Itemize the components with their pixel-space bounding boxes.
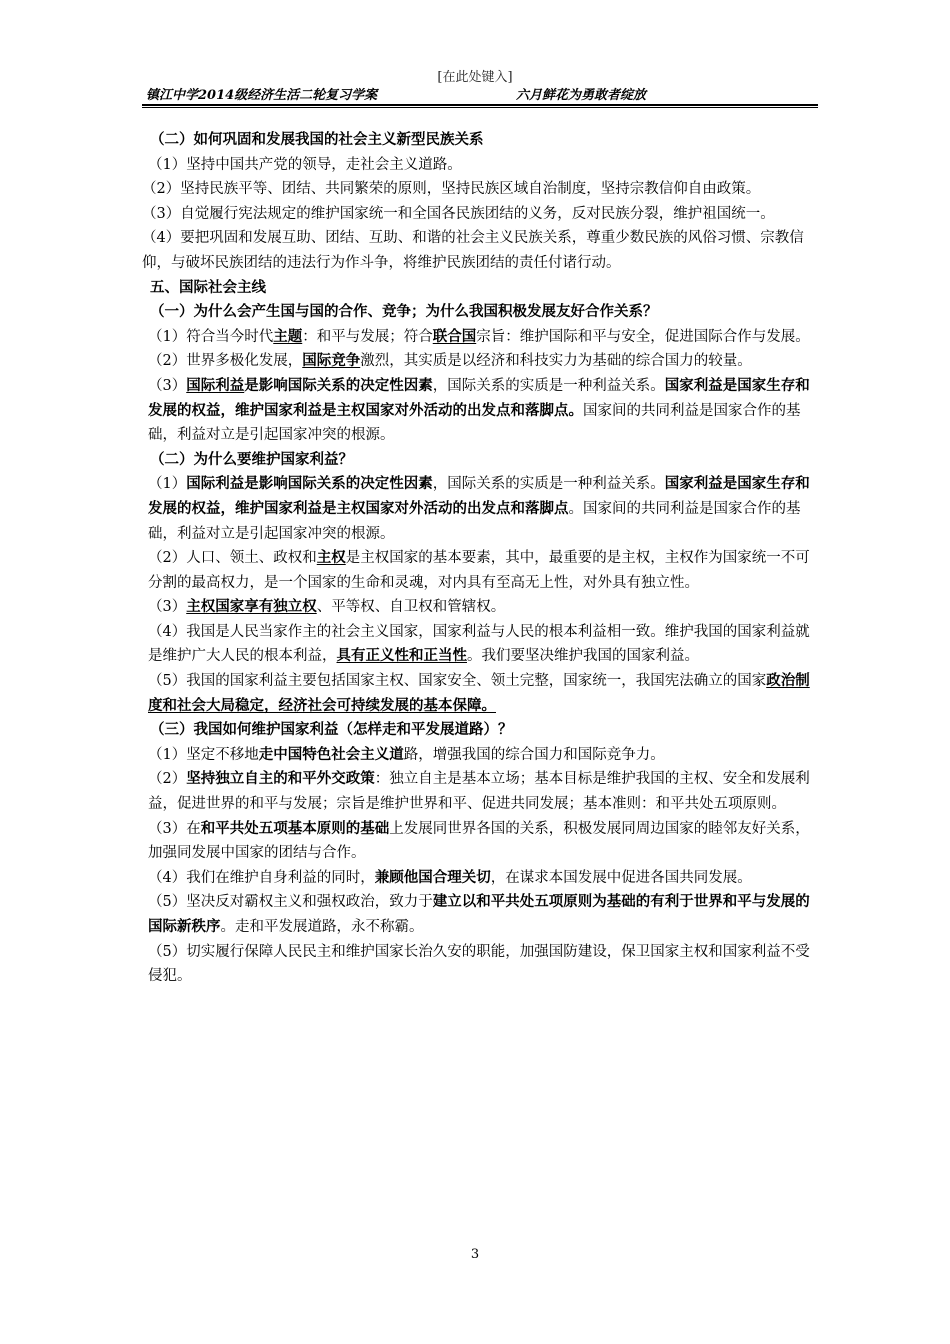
- section-heading-international: 五、国际社会主线: [150, 278, 266, 296]
- running-header: [146, 84, 816, 104]
- emphasis: 国际竞争: [302, 352, 361, 370]
- paragraph: （4）我国是人民当家作主的社会主义国家，国家利益与人民的根本利益相一致。维护我国的国家利益就是维护广大人民的根本利益，具有正义性和正当性。我们要坚决维护我国的国家利益。: [148, 623, 810, 665]
- paragraph: （1）符合当今时代主题：和平与发展；符合联合国宗旨：维护国际和平与安全，促进国际合作与发展。: [148, 327, 810, 345]
- paragraph: （3）主权国家享有独立权、平等权、自卫权和管辖权。: [148, 598, 506, 616]
- emphasis: 主权: [316, 549, 346, 567]
- subsection-heading-national-interest: （二）为什么要维护国家利益？: [150, 450, 353, 468]
- paragraph: （2）世界多极化发展，国际竞争激烈，其实质是以经济和科技实力为基础的综合国力的较量。: [148, 352, 752, 370]
- paragraph: （2）人口、领土、政权和主权是主权国家的基本要素，其中，最重要的是主权，主权作为国家统一不可分割的最高权力，是一个国家的生命和灵魂，对内具有至高无上性，对外具有独立性。: [148, 549, 810, 591]
- paragraph: （4）我们在维护自身利益的同时，兼顾他国合理关切，在谋求本国发展中促进各国共同发展。: [148, 868, 752, 886]
- emphasis: 国际利益: [186, 376, 245, 394]
- emphasis: 和平共处五项基本原则的基础: [200, 819, 390, 837]
- emphasis: 建立以和平共处五项原则为基础的有利于世界和平与发展的国际新秩序: [148, 893, 810, 935]
- paragraph: （1）国际利益是影响国际关系的决定性因素，国际关系的实质是一种利益关系。国家利益是国家生存和发展的权益，维护国家利益是主权国家对外活动的出发点和落脚点。国家间的共同利益是国家合作的基础，利益对立是引起国家冲突的根源。: [148, 475, 810, 542]
- paragraph: （3）国际利益是影响国际关系的决定性因素，国际关系的实质是一种利益关系。国家利益是国家生存和发展的权益，维护国家利益是主权国家对外活动的出发点和落脚点。国家间的共同利益是国家合作的基础，利益对立是引起国家冲突的根源。: [148, 376, 810, 444]
- header-rule: [142, 104, 818, 108]
- emphasis: 主权国家享有独立权: [186, 598, 317, 616]
- emphasis: 是影响国际关系的决定性因素: [244, 376, 433, 394]
- header-right-motto: 六月鲜花为勇敢者绽放: [516, 88, 647, 103]
- emphasis: 坚持独立自主的和平外交政策: [186, 770, 375, 788]
- paragraph: （3）在和平共处五项基本原则的基础上发展同世界各国的关系，积极发展同周边国家的睦邻友好关系，加强同发展中国家的团结与合作。: [148, 819, 810, 862]
- paragraph: （4）要把巩固和发展互助、团结、互助、和谐的社会主义民族关系，尊重少数民族的风俗习惯、宗教信仰，与破坏民族团结的违法行为作斗争，将维护民族团结的责任付诸行动。: [142, 230, 804, 271]
- header-left-title: 镇江中学2014级经济生活二轮复习学案: [146, 88, 378, 103]
- paragraph: （2）坚持民族平等、团结、共同繁荣的原则，坚持民族区域自治制度，坚持宗教信仰自由政策。: [142, 181, 761, 198]
- emphasis: 走中国特色社会主义道: [258, 745, 404, 763]
- paragraph: （5）切实履行保障人民民主和维护国家长治久安的职能，加强国防建设，保卫国家主权和国家利益不受侵犯。: [148, 943, 810, 985]
- paragraph: （5）坚决反对霸权主义和强权政治，致力于建立以和平共处五项原则为基础的有利于世界和平与发展的国际新秩序。走和平发展道路，永不称霸。: [148, 893, 810, 935]
- paragraph: （1）坚定不移地走中国特色社会主义道路，增强我国的综合国力和国际竞争力。: [148, 745, 665, 763]
- emphasis: 国家利益是国家生存和发展的权益，维护国家利益是主权国家对外活动的出发点和落脚点: [148, 475, 810, 517]
- paragraph: （3）自觉履行宪法规定的维护国家统一和全国各民族团结的义务，反对民族分裂，维护祖国统一。: [142, 205, 775, 222]
- paragraph: （5）我国的国家利益主要包括国家主权、国家安全、领土完整，国家统一，我国宪法确立的国家政治制度和社会大局稳定，经济社会可持续发展的基本保障。: [148, 672, 810, 714]
- emphasis: 具有正义性和正当性: [336, 647, 467, 665]
- emphasis: 兼顾他国合理关切: [374, 868, 491, 886]
- emphasis: 联合国: [432, 327, 477, 345]
- emphasis: 国际利益是影响国际关系的决定性因素: [186, 475, 433, 493]
- emphasis: 国家利益是国家生存和发展的权益，维护国家利益是主权国家对外活动的出发点和落脚点。: [148, 376, 810, 419]
- subsection-heading-peaceful-development: （三）我国如何维护国家利益（怎样走和平发展道路）？: [150, 721, 513, 739]
- document-body: [142, 128, 818, 989]
- header-placeholder: [在此处键入]: [437, 70, 513, 85]
- paragraph: （1）坚持中国共产党的领导，走社会主义道路。: [148, 156, 462, 173]
- emphasis: 政治制度和社会大局稳定，经济社会可持续发展的基本保障。: [148, 672, 810, 714]
- page-number: 3: [470, 1247, 480, 1262]
- section-heading-ethnic-relations: （二）如何巩固和发展我国的社会主义新型民族关系: [150, 131, 484, 148]
- paragraph: （2）坚持独立自主的和平外交政策：独立自主是基本立场；基本目标是维护我国的主权、安全和发展利益，促进世界的和平与发展；宗旨是维护世界和平、促进共同发展；基本准则：和平共处五项原则。: [148, 770, 810, 813]
- emphasis: 主题: [273, 327, 303, 345]
- subsection-heading-cooperation: （一）为什么会产生国与国的合作、竞争；为什么我国积极发展友好合作关系？: [150, 303, 658, 321]
